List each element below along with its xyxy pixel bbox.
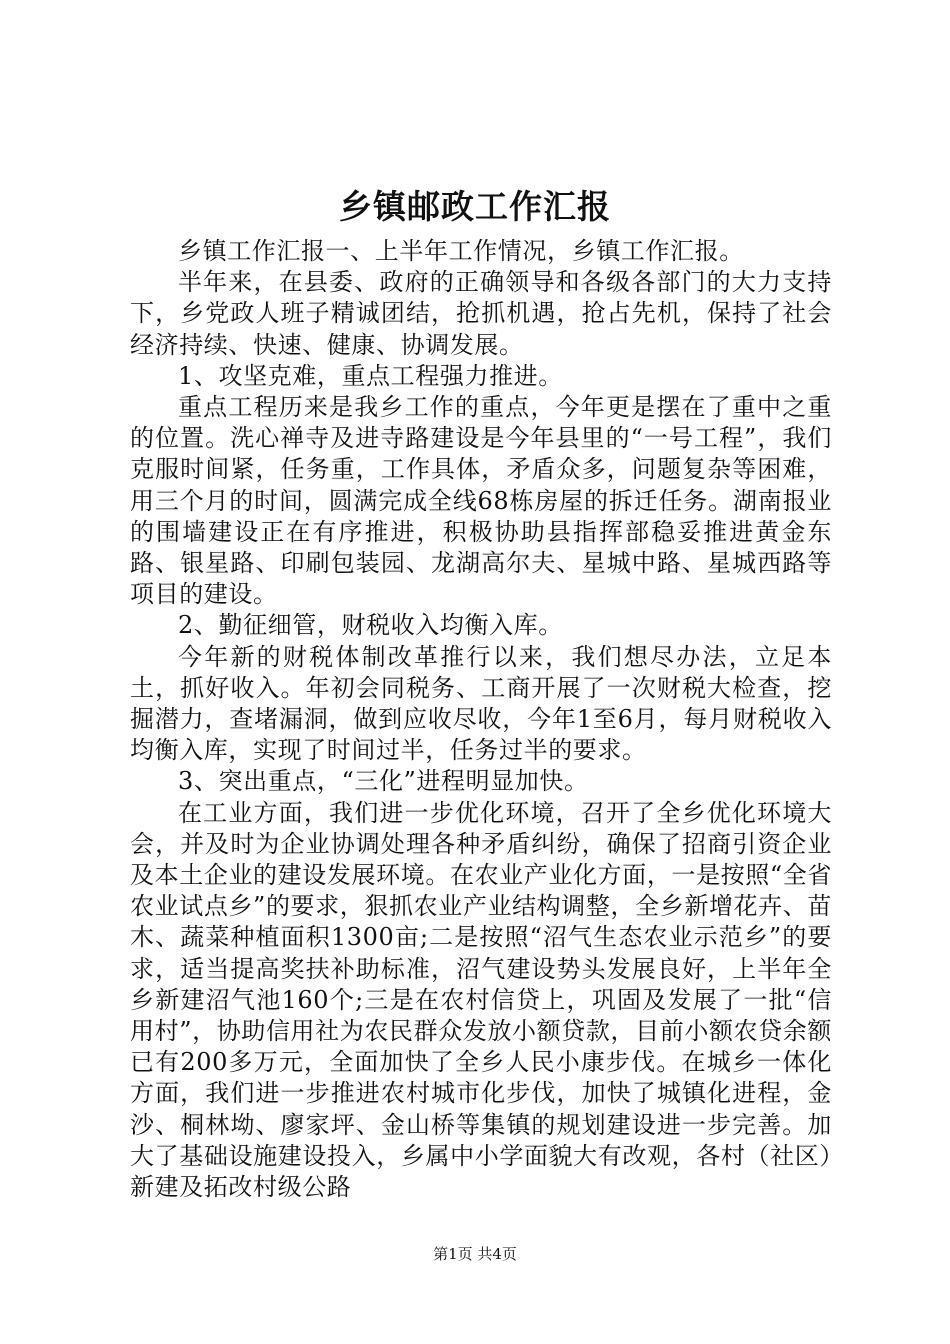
document-body [130,236,832,1203]
section-heading-1: 1、攻坚克难，重点工程强力推进。 [178,361,563,390]
section-heading-3: 3、突出重点，“三化”进程明显加快。 [178,767,589,796]
document-title: 乡镇邮政工作汇报 [339,187,611,226]
paragraph-overview: 半年来，在县委、政府的正确领导和各级各部门的大力支持下，乡党政人班子精诚团结，抢抓机遇，抢占先机，保持了社会经济持续、快速、健康、协调发展。 [130,268,832,359]
paragraph-intro: 乡镇工作汇报一、上半年工作情况，乡镇工作汇报。 [178,237,744,265]
section-heading-2: 2、勤征细管，财税收入均衡入库。 [178,611,563,640]
page-number-footer: 第1页 共4页 [433,1245,517,1263]
paragraph-finance-tax: 今年新的财税体制改革推行以来，我们想尽办法，立足本土，抓好收入。年初会同税务、工商开展了一次财税大检查，挖掘潜力，查堵漏洞，做到应收尽收，今年1至6月，每月财税收入均衡入库，实现了时间过半，任务过半的要求。 [130,642,832,765]
paragraph-three-modernizations: 在工业方面，我们进一步优化环境，召开了全乡优化环境大会，并及时为企业协调处理各种矛盾纠纷，确保了招商引资企业及本土企业的建设发展环境。在农业产业化方面，一是按照“全省农业试点乡”的要求，狠抓农业产业结构调整，全乡新增花卉、苗木、蔬菜种植面积1300亩;二是按照“沼气生态农业示范乡”的要求，适当提高奖扶补助标准，沼气建设势头发展良好，上半年全乡新建沼气池160个;三是在农村信贷上，巩固及发展了一批“信用村”，协助信用社为农民群众发放小额贷款，目前小额农贷余额已有200多万元，全面加快了全乡人民小康步伐。在城乡一体化方面，我们进一步推进农村城市化步伐，加快了城镇化进程，金沙、桐林坳、廖家坪、金山桥等集镇的规划建设进一步完善。加大了基础设施建设投入，乡属中小学面貌大有改观，各村（社区）新建及拓改村级公路 [130,798,832,1202]
paragraph-key-projects: 重点工程历来是我乡工作的重点，今年更是摆在了重中之重的位置。洗心禅寺及进寺路建设是今年县里的“一号工程”，我们克服时间紧，任务重，工作具体，矛盾众多，问题复杂等困难，用三个月的时间，圆满完成全线68栋房屋的拆迁任务。湖南报业的围墙建设正在有序推进，积极协助县指挥部稳妥推进黄金东路、银星路、印刷包装园、龙湖高尔夫、星城中路、星城西路等项目的建设。 [130,393,832,609]
